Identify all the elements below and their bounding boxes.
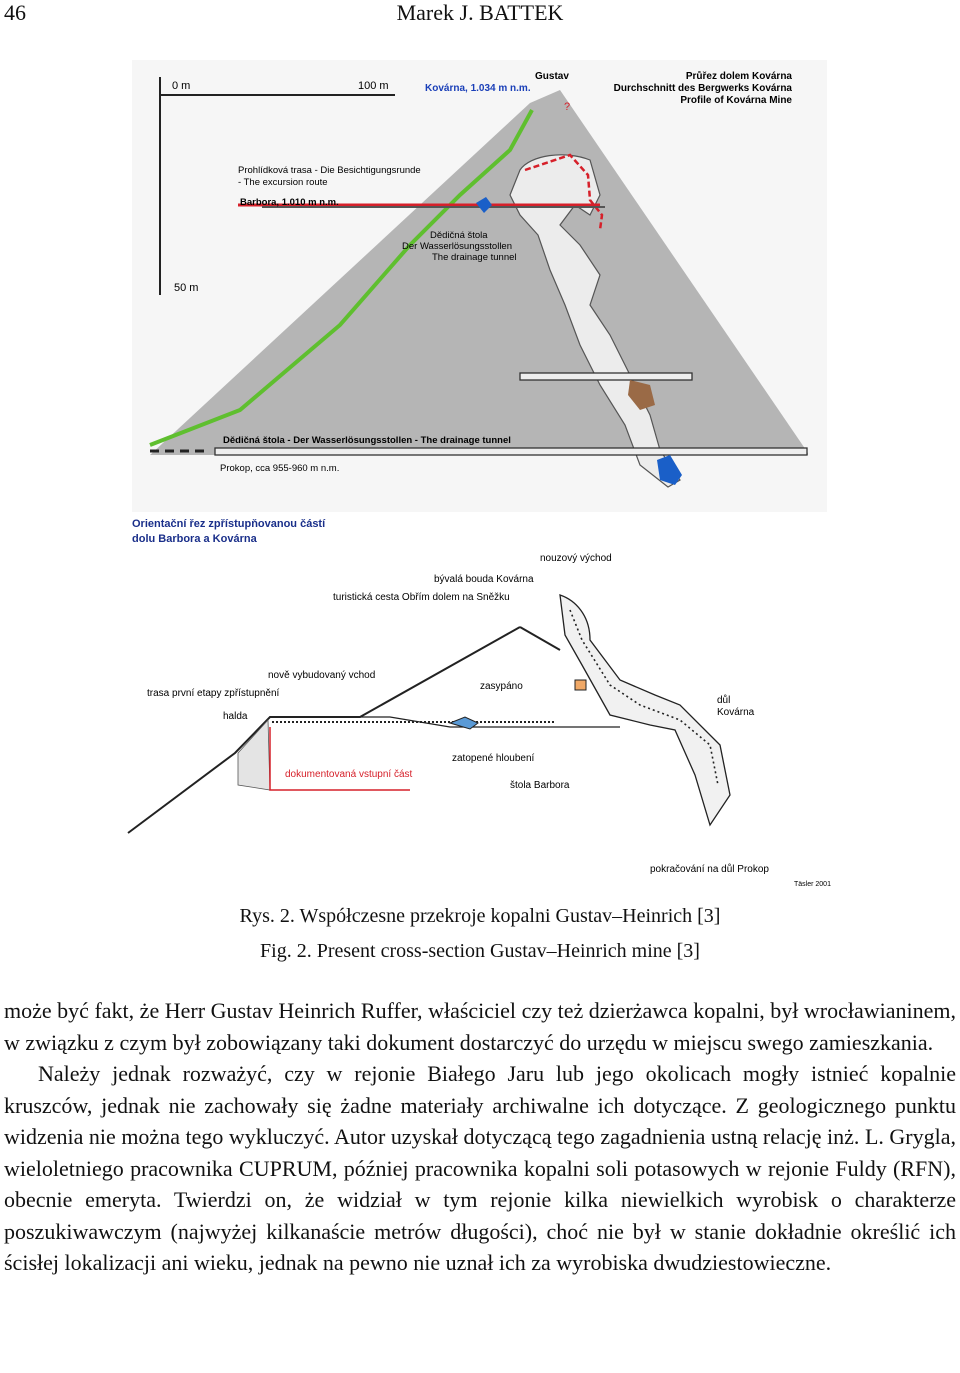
bottom-title-line1: Orientační řez zpřístupňovanou částí (132, 518, 326, 530)
label-heap: halda (223, 711, 248, 722)
label-signature: Täsler 2001 (794, 881, 831, 888)
caption-english: Fig. 2. Present cross-section Gustav–Heinrich mine [3] (260, 940, 700, 962)
bottom-title-line2: dolu Barbora a Kovárna (132, 533, 257, 545)
label-backfilled: zasypáno (480, 681, 523, 692)
label-first-stage-route: trasa první etapy zpřístupnění (147, 688, 280, 699)
caption-polish: Rys. 2. Współczesne przekroje kopalni Gustav–Heinrich [3] (239, 905, 721, 927)
label-drainage-en: The drainage tunnel (432, 252, 517, 263)
label-profile-en: Profile of Kovárna Mine (680, 95, 792, 106)
page-number: 46 (4, 0, 26, 25)
bottom-section-panel (128, 518, 831, 888)
terrain-profile (128, 627, 520, 833)
middle-adit (520, 373, 692, 380)
label-barbora-adit: štola Barbora (510, 780, 570, 791)
label-continuation: pokračování na důl Prokop (650, 864, 769, 875)
backfilled-marker (575, 680, 586, 690)
label-mine-kovarna-1: důl (717, 695, 731, 706)
label-tourist-path: turistická cesta Obřím dolem na Sněžku (333, 592, 510, 603)
scale-hundred: 100 m (358, 80, 389, 92)
label-former-hut: bývalá bouda Kovárna (434, 574, 534, 585)
label-emergency-exit: nouzový východ (540, 553, 612, 564)
label-drainage-cz: Dědičná štola (430, 230, 488, 241)
scale-zero: 0 m (172, 80, 191, 92)
label-route-en: - The excursion route (238, 177, 328, 188)
label-gustav: Gustav (535, 71, 569, 82)
label-route-cz: Prohlídková trasa - Die Besichtigungsrunde (238, 165, 421, 176)
label-kovarna-peak: Kovárna, 1.034 m n.m. (425, 83, 531, 94)
label-prokop: Prokop, cca 955-960 m n.m. (220, 463, 340, 474)
drainage-tunnel (215, 448, 807, 455)
running-head-author: Marek J. BATTEK (396, 0, 564, 25)
label-flooded-pit: zatopené hloubení (452, 753, 535, 764)
body-text (4, 995, 956, 1279)
top-profile-panel (132, 60, 827, 512)
body-paragraph-2: Należy jednak rozważyć, czy w rejonie Białego Jaru lub jego okolicach mogły istnieć kopalnie kruszców, jednak nie zachowały się żadne materiały archiwalne ich dotyczące. Z geologicznego punktu widzenia nie można tego wykluczyć. Autor uzyskał dotyczącą tego zagadnienia ustną relację inż. L. Grygla, wieloletniego pracownika CUPRUM, później pracownika kopalni soli potasowych w rejonie Fuldy (RFN), obecnie emeryta. Twierdzi on, że widział w tym rejonie kilka niewielkich wyrobisk o charakterze poszukiwawczym (najwyżej kilkanaście metrów długości), choć nie był w stanie dokładnie określić ich ścisłej lokalizacji ani wieku, jednak na pewno nie uznał ich za wyrobiska dwudziestowieczne. (4, 1061, 956, 1275)
body-paragraph-1: może być fakt, że Herr Gustav Heinrich Ruffer, właściciel czy też dzierżawca kopalni, był wrocławianinem, w związku z czym był zobowiązany taki dokument dostarczyć do urzędu w miejscu swego zamieszkania. (4, 998, 956, 1055)
figure-cross-sections (120, 55, 850, 895)
label-new-entrance: nově vybudovaný vchod (268, 670, 376, 681)
label-drainage-bottom: Dědičná štola - Der Wasserlösungsstollen - The drainage tunnel (223, 435, 511, 446)
label-question: ? (564, 101, 571, 113)
kovarna-workings (560, 595, 730, 825)
label-profile-cz: Průřez dolem Kovárna (685, 71, 792, 82)
label-drainage-de: Der Wasserlösungsstollen (402, 241, 512, 252)
terrain-profile-right (520, 627, 560, 650)
page-header (0, 0, 960, 30)
heap-fill (238, 720, 270, 790)
label-barbora: Barbora, 1.010 m n.m. (240, 197, 339, 208)
documented-entrance-bracket (270, 727, 410, 790)
scale-fifty: 50 m (174, 282, 199, 294)
label-mine-kovarna-2: Kovárna (717, 707, 755, 718)
label-profile-de: Durchschnitt des Bergwerks Kovárna (613, 83, 792, 94)
label-documented-entrance: dokumentovaná vstupní část (285, 769, 413, 780)
